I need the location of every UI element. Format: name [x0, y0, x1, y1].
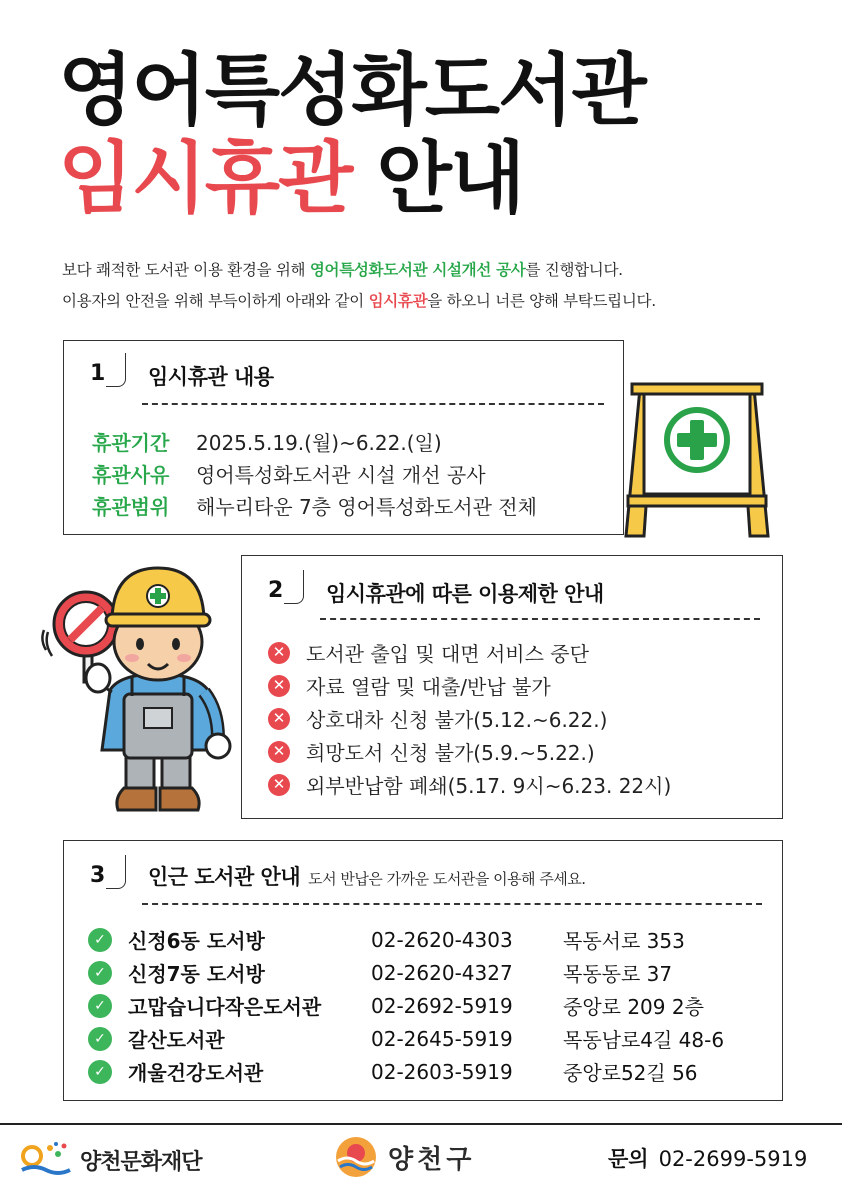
title-closure-highlight: 임시휴관: [58, 134, 352, 224]
section-title-text: 인근 도서관 안내: [148, 865, 301, 889]
section-number: 1: [90, 361, 106, 386]
closure-row: [92, 427, 442, 456]
section-title: 임시휴관에 따른 이용제한 안내: [326, 582, 604, 606]
check-circle-icon: ✓: [88, 961, 112, 985]
section-title: 임시휴관 내용: [148, 365, 274, 389]
dashed-divider: [320, 618, 760, 620]
contact-label: 문의: [608, 1147, 649, 1171]
library-phone: 02-2620-4327: [371, 960, 513, 985]
intro-text: 을 하오니 너른 양해 부탁드립니다.: [427, 292, 656, 310]
restriction-text: 희망도서 신청 불가(5.9.~5.22.): [306, 741, 595, 765]
library-address: 중앙로52길 56: [563, 1061, 698, 1085]
x-circle-icon: ✕: [268, 675, 290, 697]
restriction-text: 상호대차 신청 불가(5.12.~6.22.): [306, 708, 608, 732]
row-value: 영어특성화도서관 시설 개선 공사: [196, 463, 486, 487]
library-name: 갈산도서관: [128, 1028, 225, 1052]
library-row: [88, 958, 672, 987]
section-divider: [106, 353, 126, 387]
section-nearby-libraries: [63, 840, 783, 1101]
page-title: 영어특성화도서관: [58, 46, 645, 136]
yangcheon-foundation-logo: [20, 1140, 202, 1180]
yangcheon-gu-emblem-icon: [334, 1135, 378, 1179]
page-subtitle: [58, 134, 524, 224]
row-value: 2025.5.19.(월)~6.22.(일): [196, 431, 442, 455]
title-notice-text: 안내: [351, 134, 524, 224]
closure-row: [92, 491, 537, 520]
library-phone: 02-2645-5919: [371, 1026, 513, 1051]
section-number: 3: [90, 863, 106, 888]
section-subtitle: 도서 반납은 가까운 도서관을 이용해 주세요.: [308, 870, 586, 888]
restriction-text: 외부반납함 폐쇄(5.17. 9시~6.23. 22시): [306, 774, 672, 798]
library-address: 목동남로4길 48-6: [563, 1028, 725, 1052]
x-circle-icon: ✕: [268, 774, 290, 796]
intro-line-2: [62, 289, 656, 311]
library-address: 목동동로 37: [563, 962, 673, 986]
restriction-item: [268, 638, 589, 667]
section-closure-details: [63, 340, 624, 535]
foundation-name: 양천문화재단: [80, 1149, 202, 1175]
library-name: 고맙습니다작은도서관: [128, 995, 322, 1019]
intro-highlight-green: 영어특성화도서관 시설개선 공사: [309, 261, 526, 279]
check-circle-icon: ✓: [88, 1060, 112, 1084]
section-number: 2: [268, 578, 284, 603]
library-row: [88, 1057, 698, 1086]
gu-name: 양천구: [388, 1144, 476, 1175]
library-row: [88, 1024, 724, 1053]
restriction-item: [268, 770, 671, 799]
dashed-divider: [142, 403, 604, 405]
x-circle-icon: ✕: [268, 741, 290, 763]
x-circle-icon: ✕: [268, 642, 290, 664]
intro-text: 보다 쾌적한 도서관 이용 환경을 위해: [62, 261, 310, 279]
intro-text: 이용자의 안전을 위해 부득이하게 아래와 같이: [62, 292, 369, 310]
intro-text: 를 진행합니다.: [525, 261, 623, 279]
row-key: 휴관기간: [92, 431, 170, 455]
library-phone: 02-2692-5919: [371, 993, 513, 1018]
section-divider: [284, 570, 304, 604]
contact-info: [608, 1143, 807, 1173]
restriction-item: [268, 671, 551, 700]
closure-row: [92, 459, 486, 488]
yangcheon-gu-logo: [334, 1135, 475, 1179]
row-key: 휴관사유: [92, 463, 170, 487]
construction-sign-icon: [614, 378, 780, 538]
library-address: 목동서로 353: [563, 929, 685, 953]
worker-illustration: [40, 560, 240, 825]
intro-highlight-red: 임시휴관: [368, 292, 428, 310]
contact-phone: 02-2699-5919: [658, 1147, 808, 1171]
section-usage-restrictions: [241, 555, 783, 819]
footer-divider: [0, 1123, 842, 1125]
restriction-item: [268, 704, 607, 733]
section-divider: [106, 855, 126, 889]
check-circle-icon: ✓: [88, 994, 112, 1018]
row-value: 해누리타운 7층 영어특성화도서관 전체: [196, 495, 537, 519]
restriction-text: 도서관 출입 및 대면 서비스 중단: [306, 642, 589, 666]
library-name: 개울건강도서관: [128, 1061, 264, 1085]
x-circle-icon: ✕: [268, 708, 290, 730]
library-name: 신정7동 도서방: [128, 962, 265, 986]
library-phone: 02-2603-5919: [371, 1059, 513, 1084]
foundation-logo-mark-icon: [20, 1140, 72, 1180]
library-phone: 02-2620-4303: [371, 927, 513, 952]
library-address: 중앙로 209 2층: [563, 995, 704, 1019]
restriction-item: [268, 737, 595, 766]
check-circle-icon: ✓: [88, 928, 112, 952]
library-name: 신정6동 도서방: [128, 929, 265, 953]
row-key: 휴관범위: [92, 495, 170, 519]
restriction-text: 자료 열람 및 대출/반납 불가: [306, 675, 551, 699]
dashed-divider: [142, 903, 762, 905]
library-row: [88, 991, 704, 1020]
section-title: [148, 861, 586, 891]
intro-line-1: [62, 258, 623, 280]
check-circle-icon: ✓: [88, 1027, 112, 1051]
library-row: [88, 925, 685, 954]
